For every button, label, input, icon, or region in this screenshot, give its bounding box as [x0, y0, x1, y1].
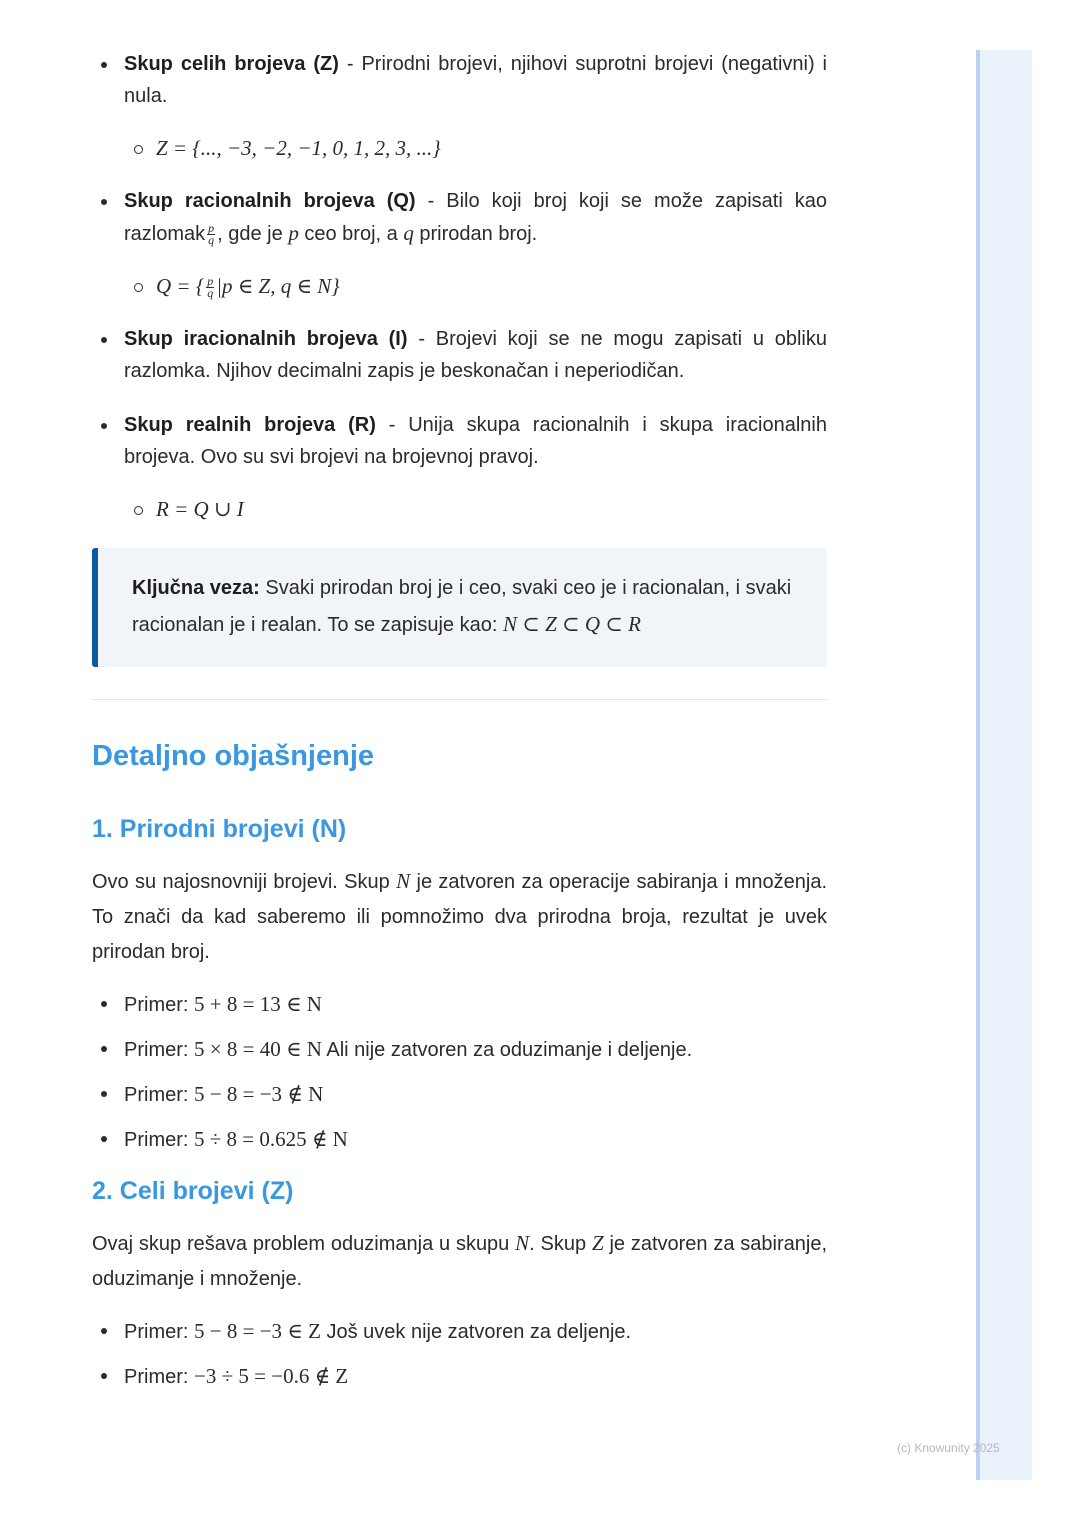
example-math: 5 − 8 = −3 ∈ Z [194, 1319, 321, 1343]
set-name: Skup celih brojeva (Z) [124, 53, 339, 75]
list-item: Primer: 5 + 8 = 13 ∈ N [92, 990, 827, 1019]
list-item-reals [92, 409, 827, 524]
set-name: Skup iracionalnih brojeva (I) [124, 328, 408, 350]
formula-list [124, 272, 827, 301]
example-math: −3 ÷ 5 = −0.6 ∉ Z [194, 1364, 349, 1388]
key-relation-callout [92, 548, 827, 667]
math-var: N [396, 869, 411, 893]
section-title: Detaljno objašnjenje [92, 740, 374, 772]
list-item: Primer: 5 − 8 = −3 ∈ Z Još uvek nije zatvoren za deljenje. [92, 1317, 827, 1346]
example-math: 5 + 8 = 13 ∈ N [194, 992, 322, 1016]
math-var: q [403, 221, 414, 245]
list-item-rationals: Skup racionalnih brojeva (Q) - Bilo koji broj koji se može zapisati kao razlomak $\frac{p}{q}$ , gde je p ceo broj, a q prirodan broj. Q = { $\frac{p}{q}$ |p ∈ Z, q ∈ N} [92, 185, 827, 301]
set-name: Skup racionalnih brojeva (Q) [124, 190, 416, 212]
callout-label: Ključna veza: [132, 577, 260, 599]
list-item: Primer: 5 − 8 = −3 ∉ N [92, 1080, 827, 1109]
set-description: - Brojevi koji se ne mogu zapisati u obliku razlomka. Njihov decimalni zapis je beskonačan i neperiodičan. [124, 328, 827, 382]
fraction: $\frac{p}{q}$ [207, 274, 214, 301]
callout-formula: N ⊂ Z ⊂ Q ⊂ R [502, 612, 641, 636]
document-content [92, 48, 827, 1407]
math-var: Z [591, 1231, 604, 1255]
fraction: $\frac{p}{q}$ [208, 221, 215, 248]
list-item: Primer: 5 × 8 = 40 ∈ N Ali nije zatvoren za oduzimanje i deljenje. [92, 1035, 827, 1064]
set-formula: Q = { [156, 274, 205, 298]
callout-text: Svaki prirodan broj je i ceo, svaki ceo je i racionalan, i svaki racionalan je i realan. To se zapisuje kao: [132, 577, 792, 636]
example-math: 5 ÷ 8 = 0.625 ∉ N [194, 1127, 348, 1151]
formula-list [124, 134, 827, 163]
set-name: Skup realnih brojeva (R) [124, 414, 376, 436]
formula-item [124, 134, 827, 163]
copyright-footer: (c) Knowunity 2025 [897, 1441, 1000, 1455]
natural-paragraph: Ovo su najosnovniji brojevi. Skup N je zatvoren za operacije sabiranja i množenja. To znači da kad saberemo ili pomnožimo dva prirodna broja, rezultat je uvek prirodan broj. [92, 869, 828, 963]
example-math: 5 − 8 = −3 ∉ N [194, 1082, 324, 1106]
set-description: - Bilo koji broj koji se može zapisati kao razlomak [124, 190, 828, 245]
set-description: - Prirodni brojevi, njihovi suprotni brojevi (negativni) i nula. [124, 53, 827, 107]
natural-examples [92, 990, 827, 1154]
formula-list [124, 495, 827, 524]
formula-item: Q = { $\frac{p}{q}$ |p ∈ Z, q ∈ N} [124, 272, 827, 301]
set-formula: Z = {..., −3, −2, −1, 0, 1, 2, 3, ...} [156, 136, 441, 160]
list-item: Primer: −3 ÷ 5 = −0.6 ∉ Z [92, 1362, 827, 1391]
example-math: 5 × 8 = 40 ∈ N [194, 1037, 322, 1061]
section-divider [92, 699, 827, 700]
list-item-integers [92, 48, 827, 163]
integers-paragraph: Ovaj skup rešava problem oduzimanja u skupu N. Skup Z je zatvoren za sabiranje, oduzimanje i množenje. [92, 1231, 828, 1290]
page-sidebar [976, 50, 1032, 1480]
list-item: Primer: 5 ÷ 8 = 0.625 ∉ N [92, 1125, 827, 1154]
integers-examples [92, 1317, 827, 1391]
set-description: - Unija skupa racionalnih i skupa iracionalnih brojeva. Ovo su svi brojevi na brojevnoj pravoj. [124, 414, 827, 468]
formula-item [124, 495, 827, 524]
set-formula: R = Q ∪ I [156, 497, 244, 521]
number-sets-list [92, 48, 827, 524]
heading-natural-numbers: 1. Prirodni brojevi (N) [92, 815, 347, 843]
list-item-irrationals [92, 323, 827, 387]
heading-integers: 2. Celi brojevi (Z) [92, 1177, 294, 1205]
math-var: p [288, 221, 299, 245]
math-var: N [515, 1231, 530, 1255]
